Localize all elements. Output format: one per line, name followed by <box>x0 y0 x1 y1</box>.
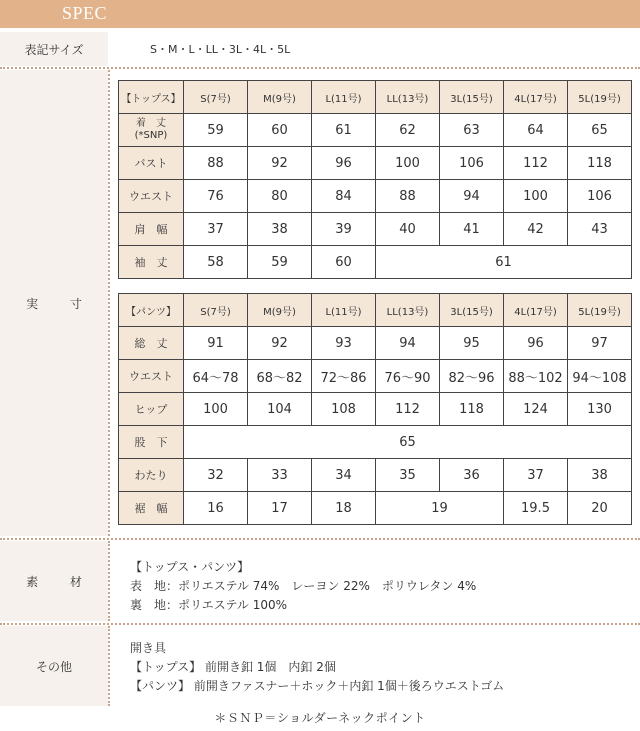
value-cell: 108 <box>312 393 376 426</box>
value-cell: 91 <box>184 327 248 360</box>
table-row <box>119 213 632 246</box>
value-cell: 65 <box>568 114 632 147</box>
size-header: M(9号) <box>248 81 312 114</box>
value-cell: 106 <box>440 147 504 180</box>
value-cell: 58 <box>184 246 248 279</box>
merged-value-cell: 61 <box>376 246 632 279</box>
row-label <box>119 180 184 213</box>
size-header: 3L(15号) <box>440 294 504 327</box>
row-label-text: ヒップ <box>134 403 168 416</box>
value-cell: 64 <box>504 114 568 147</box>
value-cell: 112 <box>504 147 568 180</box>
value-cell: 16 <box>184 492 248 525</box>
value-cell: 59 <box>184 114 248 147</box>
value-cell: 96 <box>504 327 568 360</box>
size-header: S(7号) <box>184 294 248 327</box>
value-cell: 60 <box>248 114 312 147</box>
size-header: S(7号) <box>184 81 248 114</box>
material-heading: 【トップス・パンツ】 <box>130 560 250 574</box>
value-cell: 88〜102 <box>504 360 568 393</box>
sizes-list: S・M・L・LL・3L・4L・5L <box>150 43 291 56</box>
value-cell: 64〜78 <box>184 360 248 393</box>
table-header-row <box>119 81 632 114</box>
value-cell: 96 <box>312 147 376 180</box>
value-cell: 118 <box>440 393 504 426</box>
row-label <box>119 147 184 180</box>
row-label <box>119 246 184 279</box>
other-line-tops: 【トップス】 前開き釦 1個 内釦 2個 <box>130 660 336 674</box>
value-cell: 92 <box>248 327 312 360</box>
value-cell: 35 <box>376 459 440 492</box>
row-label <box>119 327 184 360</box>
row-label <box>119 114 184 147</box>
value-cell: 38 <box>568 459 632 492</box>
value-cell: 34 <box>312 459 376 492</box>
table-row <box>119 393 632 426</box>
row-label-text: 股 下 <box>134 436 168 449</box>
table-row <box>119 360 632 393</box>
size-header: LL(13号) <box>376 81 440 114</box>
value-cell: 112 <box>376 393 440 426</box>
merged-value-cell: 65 <box>184 426 632 459</box>
vertical-divider <box>108 541 110 621</box>
value-cell: 62 <box>376 114 440 147</box>
vertical-divider <box>108 626 110 706</box>
value-cell: 100 <box>504 180 568 213</box>
pants-table <box>118 293 632 525</box>
row-label-note: (*SNP) <box>134 130 168 141</box>
size-header: LL(13号) <box>376 294 440 327</box>
other-label: その他 <box>0 626 108 706</box>
table-row <box>119 426 632 459</box>
value-cell: 106 <box>568 180 632 213</box>
material-line-lining: 裏 地：ポリエステル 100% <box>130 598 288 612</box>
material-line-outer: 表 地：ポリエステル 74% レーヨン 22% ポリウレタン 4% <box>130 579 477 593</box>
material-text <box>130 558 476 615</box>
vertical-divider <box>108 70 110 536</box>
value-cell: 40 <box>376 213 440 246</box>
table-row <box>119 180 632 213</box>
row-label <box>119 213 184 246</box>
other-line-closure: 開き具 <box>130 641 167 655</box>
row-label-text: バスト <box>134 157 168 170</box>
tops-table <box>118 80 632 279</box>
table-row <box>119 327 632 360</box>
value-cell: 59 <box>248 246 312 279</box>
value-cell: 37 <box>504 459 568 492</box>
value-cell: 84 <box>312 180 376 213</box>
value-cell: 124 <box>504 393 568 426</box>
value-cell: 130 <box>568 393 632 426</box>
value-cell: 118 <box>568 147 632 180</box>
row-label-text: ウエスト <box>129 370 173 383</box>
measure-label: 実 寸 <box>0 70 108 536</box>
row-label <box>119 459 184 492</box>
table-category-header: 【トップス】 <box>119 81 184 114</box>
row-label-text: ウエスト <box>129 190 173 203</box>
value-cell: 61 <box>312 114 376 147</box>
value-cell: 72〜86 <box>312 360 376 393</box>
row-label <box>119 393 184 426</box>
row-label-text: 肩 幅 <box>134 223 168 236</box>
row-label <box>119 360 184 393</box>
row-label-text: 裾 幅 <box>134 502 168 515</box>
table-category-header: 【パンツ】 <box>119 294 184 327</box>
value-cell: 95 <box>440 327 504 360</box>
spec-header-bar <box>0 0 640 28</box>
other-line-pants: 【パンツ】 前開きファスナー＋ホック＋内釦 1個＋後ろウエストゴム <box>130 679 505 693</box>
size-header: 5L(19号) <box>568 81 632 114</box>
value-cell: 41 <box>440 213 504 246</box>
value-cell: 88 <box>376 180 440 213</box>
table-row <box>119 492 632 525</box>
spec-title: SPEC <box>62 3 108 23</box>
snp-footnote: ＊ＳＮＰ＝ショルダーネックポイント <box>214 711 426 725</box>
merged-value-cell: 19 <box>376 492 504 525</box>
value-cell: 100 <box>376 147 440 180</box>
value-cell: 39 <box>312 213 376 246</box>
value-cell: 18 <box>312 492 376 525</box>
value-cell: 94 <box>440 180 504 213</box>
table-row <box>119 246 632 279</box>
value-cell: 43 <box>568 213 632 246</box>
size-header: L(11号) <box>312 81 376 114</box>
value-cell: 38 <box>248 213 312 246</box>
table-row <box>119 114 632 147</box>
value-cell: 37 <box>184 213 248 246</box>
value-cell: 36 <box>440 459 504 492</box>
table-header-row <box>119 294 632 327</box>
value-cell: 76 <box>184 180 248 213</box>
size-header: 5L(19号) <box>568 294 632 327</box>
divider <box>0 538 640 540</box>
value-cell: 92 <box>248 147 312 180</box>
value-cell: 94 <box>376 327 440 360</box>
size-header: M(9号) <box>248 294 312 327</box>
value-cell: 20 <box>568 492 632 525</box>
value-cell: 68〜82 <box>248 360 312 393</box>
value-cell: 32 <box>184 459 248 492</box>
value-cell: 100 <box>184 393 248 426</box>
value-cell: 94〜108 <box>568 360 632 393</box>
value-cell: 97 <box>568 327 632 360</box>
table-row <box>119 459 632 492</box>
table-row <box>119 147 632 180</box>
row-label-text: 袖 丈 <box>134 256 168 269</box>
value-cell: 60 <box>312 246 376 279</box>
size-header: L(11号) <box>312 294 376 327</box>
size-header: 4L(17号) <box>504 81 568 114</box>
divider <box>0 623 640 625</box>
value-cell: 104 <box>248 393 312 426</box>
divider <box>0 67 640 69</box>
size-header: 3L(15号) <box>440 81 504 114</box>
value-cell: 93 <box>312 327 376 360</box>
sizes-row-label: 表記サイズ <box>0 32 108 66</box>
material-label: 素 材 <box>0 541 108 621</box>
row-label-text: 着 丈 <box>136 118 166 129</box>
size-header: 4L(17号) <box>504 294 568 327</box>
value-cell: 33 <box>248 459 312 492</box>
value-cell: 76〜90 <box>376 360 440 393</box>
row-label <box>119 426 184 459</box>
value-cell: 88 <box>184 147 248 180</box>
value-cell: 17 <box>248 492 312 525</box>
other-text <box>130 639 504 696</box>
value-cell: 82〜96 <box>440 360 504 393</box>
value-cell: 42 <box>504 213 568 246</box>
row-label-text: 総 丈 <box>134 337 168 350</box>
value-cell: 63 <box>440 114 504 147</box>
row-label-text: わたり <box>134 469 168 482</box>
value-cell: 19.5 <box>504 492 568 525</box>
value-cell: 80 <box>248 180 312 213</box>
row-label <box>119 492 184 525</box>
